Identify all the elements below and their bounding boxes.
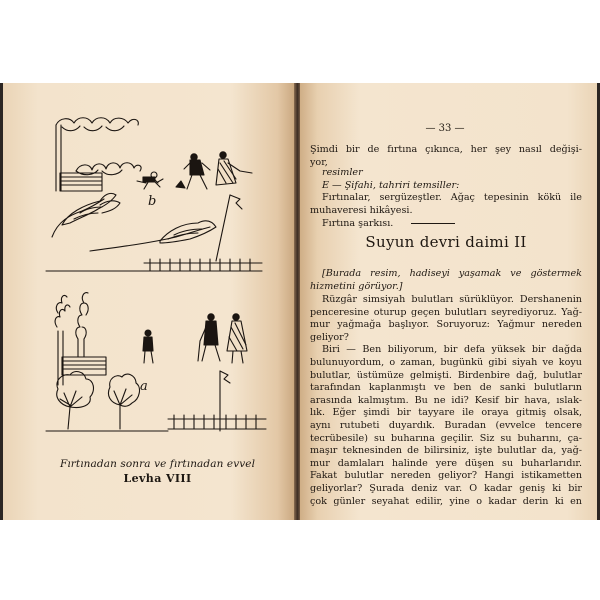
straight-pole-with-flag: [220, 371, 230, 431]
text-line: E — Şifahi, tahriri temsiller:: [322, 179, 460, 191]
plate-letter-a: a: [140, 379, 148, 394]
text-line: lık. Eğer şimdi bir tayyare ile oraya gitmiş olsak,: [310, 407, 582, 419]
fence-middle: [144, 259, 262, 271]
text-line: çok günler seyahat edilir, yine o kadar derin ki en: [310, 495, 582, 507]
upright-tree-right: [108, 374, 139, 429]
plate-caption: [20, 458, 295, 485]
factory-chimney-bottom: [55, 295, 70, 385]
text-line: aynı rutubeti duyardık. Buradan (evvelce tencere: [310, 419, 582, 431]
text-line: bulunuyordum, o zaman, bugünkü gibi siyah ve koyu: [310, 356, 582, 368]
text-line: hizmetini görüyor.]: [310, 280, 403, 292]
factory-chimney-top: [56, 118, 138, 191]
note-paragraph: [310, 268, 582, 293]
storm-illustration-plate: [40, 113, 290, 453]
text-line: Biri — Ben biliyorum, bir defa yüksek bir dağda: [322, 344, 582, 356]
text-line: tecrübesile) su buharına geçilir. Siz su buharını, ça-: [310, 432, 582, 444]
standing-woman: [227, 314, 247, 363]
text-line: geliyor?: [310, 331, 349, 343]
intro-paragraph: [310, 144, 582, 230]
bent-tree-left: [52, 193, 120, 237]
bent-tree-right: [90, 221, 216, 251]
running-child: [137, 172, 163, 189]
upright-tree-left: [57, 372, 94, 429]
standing-man: [198, 314, 220, 361]
plate-label: Levha VIII: [123, 472, 192, 485]
walking-man: [184, 154, 210, 189]
text-line: tarafından kaplanmıştı ve ben de sanki bulutların: [310, 382, 582, 394]
section-divider: [411, 223, 455, 224]
plate-letter-b: b: [148, 194, 157, 209]
text-line: Rüzgâr simsiyah bulutları sürüklüyor. Dershanenin: [322, 294, 582, 305]
text-line: maşır teknesinden de bilirsiniz, işte bulutlar da, yağ-: [310, 445, 582, 457]
body-text: [310, 294, 582, 508]
text-line: Fırtına şarkısı.: [310, 218, 582, 231]
text-line: [Burada resim, hadiseyi yaşamak ve göstermek: [322, 268, 582, 279]
walking-woman: [216, 152, 252, 185]
text-line: penceresine oturup geçen bulutları seyrediyoruz. Yağ-: [310, 306, 582, 318]
text-line: arasında kalmıştım. Bu ne idi? Kesif bir hava, ıslak-: [310, 394, 582, 406]
text-line: yor,: [310, 156, 328, 168]
fence-bottom: [168, 415, 266, 429]
open-book: [0, 83, 600, 520]
intro-tail-word: resimler: [322, 167, 363, 179]
smoke-column: [76, 293, 88, 357]
text-line: geliyorlar? Şurada deniz var. O kadar geniş ki bir: [310, 482, 582, 494]
text-line: Şimdi bir de fırtına çıkınca, her şey nasıl değişi-: [310, 144, 582, 155]
right-page-text: [310, 83, 582, 520]
dropped-hat: [176, 181, 185, 188]
text-line: mur yağmağa başlıyor. Soruyoruz: Yağmur nereden: [310, 319, 582, 331]
standing-child: [143, 330, 153, 363]
caption-text: Fırtınadan sonra ve fırtınadan evvel: [59, 458, 256, 470]
bent-pole-with-flag: [216, 195, 242, 261]
page-number: — 33 —: [425, 123, 465, 134]
text-line: mur damlaları halinde yere düşen su buharlarıdır.: [310, 457, 582, 469]
text-line: Fakat bulutlar nereden geliyor? Hangi istikametten: [310, 470, 582, 482]
text-line: bulutlar, üstümüze gelmişti. Birdenbire dağ, bulutlar: [310, 369, 582, 381]
house-bottom: [62, 357, 106, 375]
text-line: Fırtınalar, sergüzeştler. Ağaç tepesinin kökü ile: [322, 192, 582, 204]
text-line: muhaveresi hikâyesi.: [310, 204, 413, 216]
house-top: [60, 173, 102, 191]
section-title: Suyun devri daimi II: [365, 233, 527, 251]
